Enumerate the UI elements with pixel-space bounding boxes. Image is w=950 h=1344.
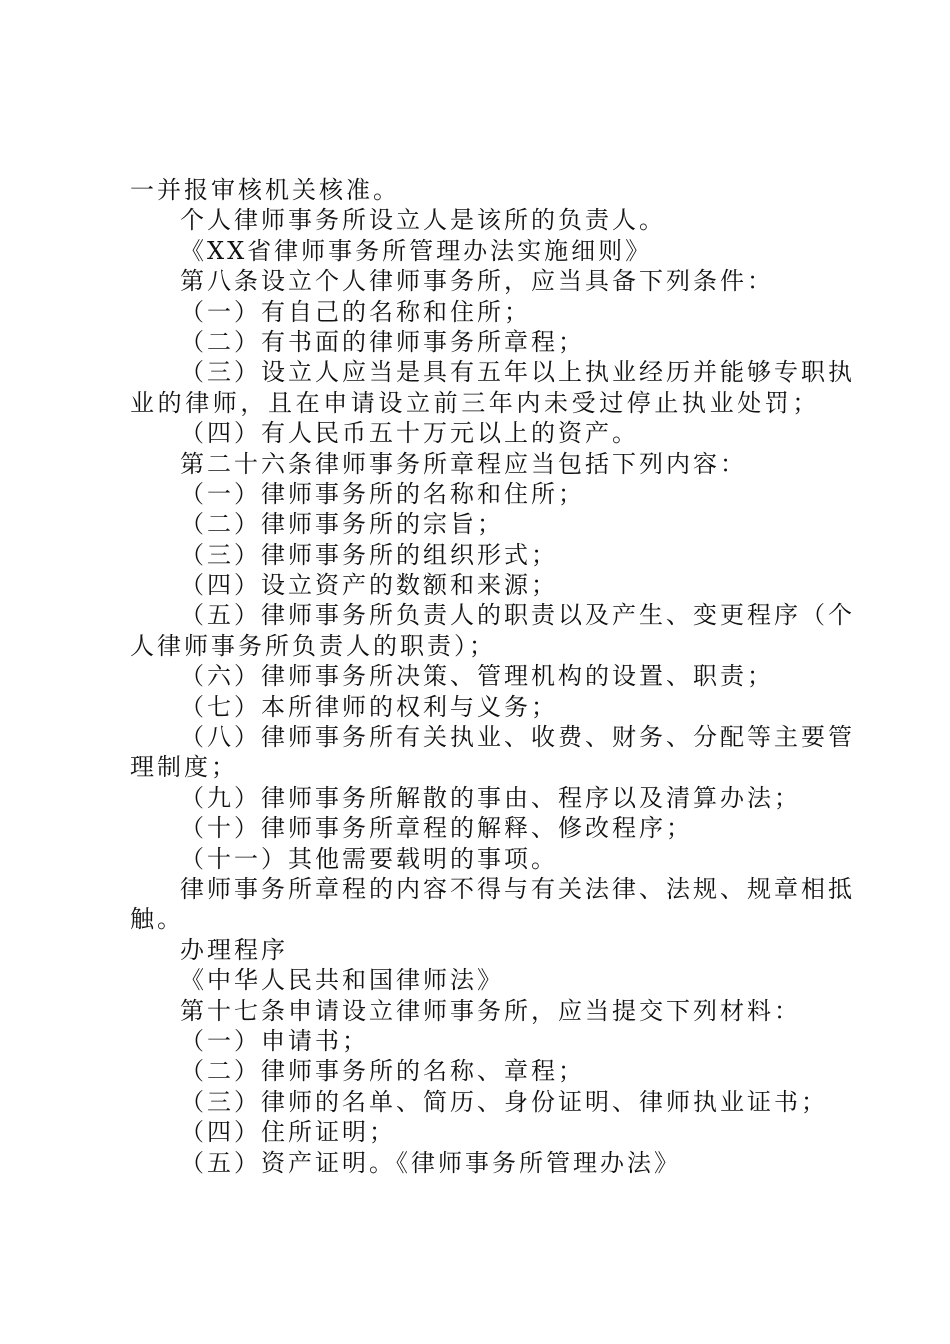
text-line: （一）律师事务所的名称和住所； [180,479,585,508]
text-line: （四）住所证明； [180,1118,396,1147]
text-line: （四）有人民币五十万元以上的资产。 [180,419,639,448]
text-line: 第八条设立个人律师事务所，应当具备下列条件： [180,267,774,296]
text-line: 第二十六条律师事务所章程应当包括下列内容： [180,449,747,478]
text-line: （四）设立资产的数额和来源； [180,571,558,600]
text-line: （二）律师事务所的名称、章程； [180,1057,585,1086]
text-line: 个人律师事务所设立人是该所的负责人。 [180,206,666,235]
text-line: 《XX省律师事务所管理办法实施细则》 [180,236,653,265]
text-line: （七）本所律师的权利与义务； [180,692,558,721]
text-line: 办理程序 [180,935,288,964]
text-line: 一并报审核机关核准。 [130,176,400,204]
text-line: （二）律师事务所的宗旨； [180,510,504,539]
text-line: 人律师事务所负责人的职责）； [130,631,496,660]
text-line: （三）设立人应当是具有五年以上执业经历并能够专职执 [180,358,855,387]
text-line: （五）资产证明。《律师事务所管理办法》 [180,1148,681,1177]
text-line: （二）有书面的律师事务所章程； [180,327,585,356]
text-line: 第十七条申请设立律师事务所，应当提交下列材料： [180,996,801,1025]
text-line: 业的律师，且在申请设立前三年内未受过停止执业处罚； [130,388,820,417]
text-line: （一）有自己的名称和住所； [180,297,531,326]
text-line: 理制度； [130,753,238,782]
text-line: 律师事务所章程的内容不得与有关法律、法规、规章相抵 [180,874,855,903]
text-line: （三）律师的名单、简历、身份证明、律师执业证书； [180,1087,828,1116]
text-line: （八）律师事务所有关执业、收费、财务、分配等主要管 [180,723,855,752]
text-line: （十）律师事务所章程的解释、修改程序； [180,814,693,843]
text-line: （五）律师事务所负责人的职责以及产生、变更程序（个 [180,601,855,630]
text-line: （十一）其他需要载明的事项。 [180,844,558,873]
text-line: （一）申请书； [180,1026,369,1055]
text-line: 《中华人民共和国律师法》 [180,966,504,995]
document-body [130,175,855,1178]
text-line: （六）律师事务所决策、管理机构的设置、职责； [180,662,774,691]
text-line: 触。 [130,905,184,934]
text-line: （九）律师事务所解散的事由、程序以及清算办法； [180,783,801,812]
text-line: （三）律师事务所的组织形式； [180,540,558,569]
